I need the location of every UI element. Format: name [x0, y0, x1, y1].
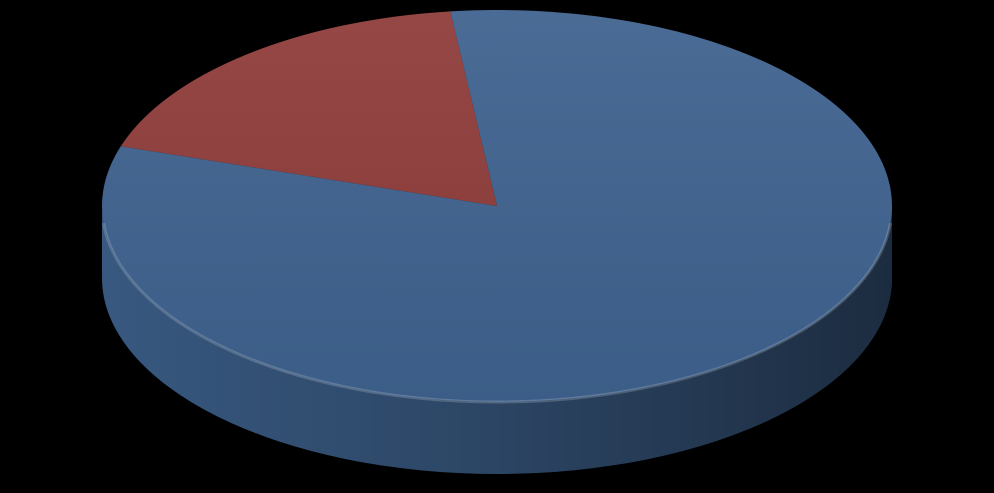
pie-top-sheen	[102, 10, 892, 402]
pie-tops	[102, 10, 892, 402]
